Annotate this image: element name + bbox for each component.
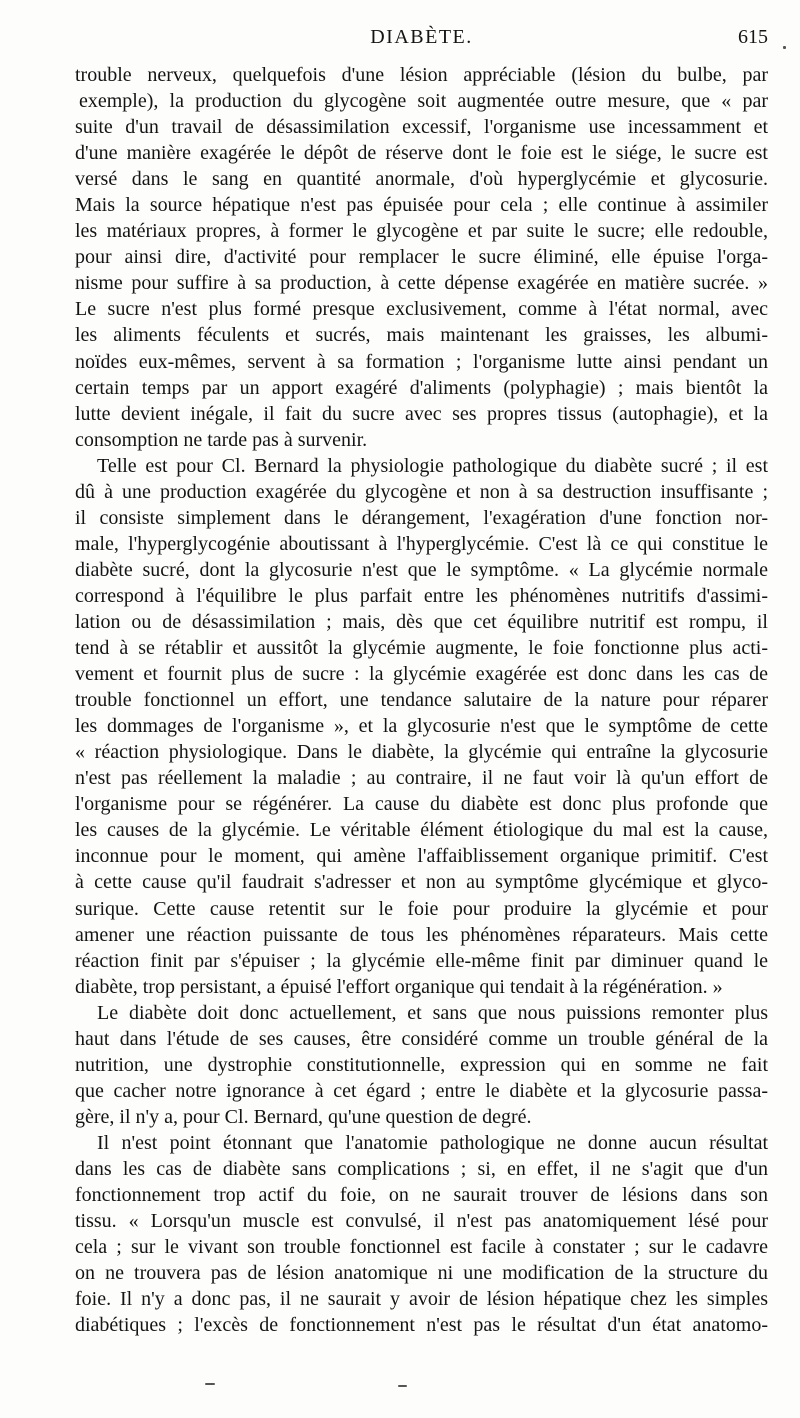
text-line: on ne trouvera pas de lésion anatomique ni une modification de la structure du xyxy=(75,1262,768,1285)
text-line: vement et fournit plus de sucre : la glycémie exagérée est donc dans les cas de xyxy=(75,663,768,686)
text-line: lutte devient inégale, il fait du sucre avec ses propres tissus (autophagie), et la xyxy=(75,402,768,425)
running-title: DIABÈTE. xyxy=(370,26,473,48)
text-line: male, l'hyperglycogénie aboutissant à l'hyperglycémie. C'est là ce qui constitue le xyxy=(75,532,768,555)
text-line: surique. Cette cause retentit sur le foie pour produire la glycémie et pour xyxy=(75,897,768,920)
text-line: tend à se rétablir et aussitôt la glycémie augmente, le foie fonctionne plus acti- xyxy=(75,637,768,660)
body-text xyxy=(75,62,768,1338)
text-line: foie. Il n'y a donc pas, il ne saurait y avoir de lésion hépatique chez les simples xyxy=(75,1288,768,1311)
text-line: nisme pour suffire à sa production, à cette dépense exagérée en matière sucrée. » xyxy=(75,272,768,295)
text-line: à cette cause qu'il faudrait s'adresser et non au symptôme glycémique et glyco- xyxy=(75,871,768,894)
text-line: dû à une production exagérée du glycogène et non à sa destruction insuffisante ; xyxy=(75,480,768,503)
text-line: nutrition, une dystrophie constitutionnelle, expression qui en somme ne fait xyxy=(75,1053,768,1076)
text-line: que cacher notre ignorance à cet égard ; entre le diabète et la glycosurie passa- xyxy=(75,1079,768,1102)
text-line: lation ou de désassimilation ; mais, dès que cet équilibre nutritif est rompu, il xyxy=(75,610,768,633)
text-line: d'une manière exagérée le dépôt de réserve dont le foie est le siége, le sucre est xyxy=(75,142,768,165)
text-line: Il n'est point étonnant que l'anatomie pathologique ne donne aucun résultat xyxy=(97,1131,768,1154)
text-line: diabétiques ; l'excès de fonctionnement n'est pas le résultat d'un état anatomo- xyxy=(75,1314,768,1337)
text-line: Mais la source hépatique n'est pas épuisée pour cela ; elle continue à assimiler xyxy=(75,194,768,217)
text-line: noïdes eux-mêmes, servent à sa formation ; l'organisme lutte ainsi pendant un xyxy=(75,350,768,373)
text-line: diabète, trop persistant, a épuisé l'effort organique qui tendait à la régénération. » xyxy=(75,975,723,998)
text-line: l'organisme pour se régénérer. La cause du diabète est donc plus profonde que xyxy=(75,793,768,816)
text-line: trouble nerveux, quelquefois d'une lésion appréciable (lésion du bulbe, par xyxy=(75,64,768,86)
text-line: haut dans l'étude de ses causes, être considéré comme un trouble général de la xyxy=(75,1027,768,1050)
text-line: trouble fonctionnel un effort, une tendance salutaire de la nature pour réparer xyxy=(75,689,768,712)
text-line: Le sucre n'est plus formé presque exclusivement, comme à l'état normal, avec xyxy=(75,298,768,321)
text-line: pour ainsi dire, d'activité pour remplacer le sucre éliminé, elle épuise l'orga- xyxy=(75,246,768,269)
text-line: amener une réaction puissante de tous les phénomènes réparateurs. Mais cette xyxy=(75,923,768,946)
text-line: correspond à l'équilibre le plus parfait entre les phénomènes nutritifs d'assimi- xyxy=(75,584,768,607)
text-line: les aliments féculents et sucrés, mais maintenant les graisses, les albumi- xyxy=(75,324,768,347)
text-line: les matériaux propres, à former le glycogène et par suite le sucre; elle redouble, xyxy=(75,220,768,243)
text-line: dans les cas de diabète sans complications ; si, en effet, il ne s'agit que d'un xyxy=(75,1157,768,1180)
text-line: Telle est pour Cl. Bernard la physiologie pathologique du diabète sucré ; il est xyxy=(97,454,768,477)
text-line: diabète sucré, dont la glycosurie n'est que le symptôme. « La glycémie normale xyxy=(75,558,768,581)
text-line: gère, il n'y a, pour Cl. Bernard, qu'une question de degré. xyxy=(75,1105,532,1128)
page-number: 615 xyxy=(738,26,768,48)
running-header xyxy=(75,26,768,56)
text-line: réaction finit par s'épuiser ; la glycémie elle-même finit par diminuer quand le xyxy=(75,949,768,972)
text-line: les causes de la glycémie. Le véritable élément étiologique du mal est la cause, xyxy=(75,819,768,842)
text-line: inconnue pour le moment, qui amène l'affaiblissement organique primitif. C'est xyxy=(75,845,768,868)
text-line: fonctionnement trop actif du foie, on ne saurait trouver de lésions dans son xyxy=(75,1184,768,1207)
text-line: cela ; sur le vivant son trouble fonctionnel est facile à constater ; sur le cadavre xyxy=(75,1236,768,1259)
text-line: Le diabète doit donc actuellement, et sans que nous puissions remonter plus xyxy=(97,1001,768,1024)
scan-speck xyxy=(398,1385,407,1387)
text-line: « réaction physiologique. Dans le diabète, la glycémie qui entraîne la glycosurie xyxy=(75,741,768,764)
text-line: n'est pas réellement la maladie ; au contraire, il ne faut voir là qu'un effort de xyxy=(75,767,768,790)
text-line: il consiste simplement dans le dérangement, l'exagération d'une fonction nor- xyxy=(75,506,768,529)
scan-speck xyxy=(205,1383,215,1385)
text-line: versé dans le sang en quantité anormale, d'où hyperglycémie et glycosurie. xyxy=(75,168,768,191)
text-line: certain temps par un apport exagéré d'aliments (polyphagie) ; mais bientôt la xyxy=(75,376,768,399)
text-line: consomption ne tarde pas à survenir. xyxy=(75,428,368,451)
text-line: exemple), la production du glycogène soit augmentée outre mesure, que « par xyxy=(79,90,768,113)
text-line: tissu. « Lorsqu'un muscle est convulsé, il n'est pas anatomiquement lésé pour xyxy=(75,1210,768,1233)
text-line: les dommages de l'organisme », et la glycosurie n'est que le symptôme de cette xyxy=(75,715,768,738)
text-line: suite d'un travail de désassimilation excessif, l'organisme use incessamment et xyxy=(75,116,768,139)
scan-speck xyxy=(783,46,786,49)
